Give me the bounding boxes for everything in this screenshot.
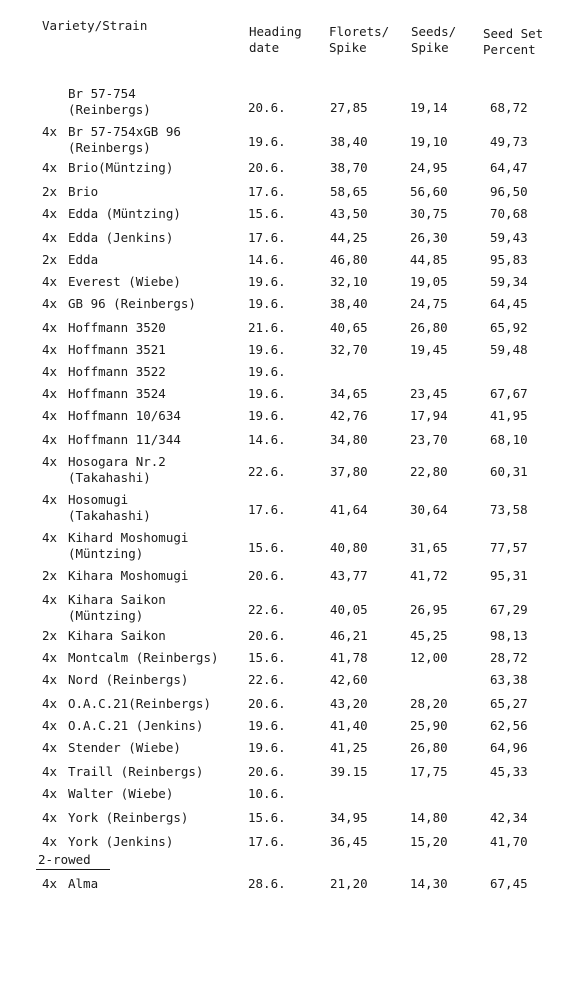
row-name: Alma	[68, 876, 99, 891]
row-name: Br 57-754	[68, 86, 136, 101]
row-seeds: 26,80	[410, 740, 448, 755]
row-name: Kihara Moshomugi	[68, 568, 189, 583]
header-variety: Variety/Strain	[42, 18, 148, 33]
row-ploidy: 4x	[42, 230, 58, 245]
row-florets: 42,60	[330, 672, 368, 687]
row-florets: 34,95	[330, 810, 368, 825]
row-seeds: 12,00	[410, 650, 448, 665]
row-date: 22.6.	[248, 464, 286, 479]
row-ploidy: 4x	[42, 432, 58, 447]
row-date: 19.6.	[248, 408, 286, 423]
row-seeds: 30,64	[410, 502, 448, 517]
row-ploidy: 2x	[42, 628, 58, 643]
row-date: 21.6.	[248, 320, 286, 335]
row-percent: 42,34	[490, 810, 528, 825]
table-row	[0, 628, 574, 648]
row-seeds: 19,05	[410, 274, 448, 289]
row-name-line2: (Müntzing)	[68, 608, 144, 623]
row-seeds: 28,20	[410, 696, 448, 711]
row-name-line2: (Reinbergs)	[68, 102, 151, 117]
header-heading-date: Heading date	[249, 24, 302, 55]
row-ploidy: 4x	[42, 492, 58, 507]
table-row	[0, 408, 574, 428]
row-percent: 65,92	[490, 320, 528, 335]
header-seeds-spike: Seeds/ Spike	[411, 24, 457, 55]
table-row	[0, 718, 574, 738]
row-seeds: 23,70	[410, 432, 448, 447]
row-percent: 77,57	[490, 540, 528, 555]
row-date: 20.6.	[248, 696, 286, 711]
row-florets: 34,80	[330, 432, 368, 447]
row-seeds: 31,65	[410, 540, 448, 555]
row-percent: 60,31	[490, 464, 528, 479]
row-seeds: 44,85	[410, 252, 448, 267]
row-ploidy: 4x	[42, 810, 58, 825]
row-name: Edda	[68, 252, 99, 267]
row-date: 10.6.	[248, 786, 286, 801]
row-seeds: 22,80	[410, 464, 448, 479]
row-florets: 38,40	[330, 296, 368, 311]
row-percent: 67,29	[490, 602, 528, 617]
row-percent: 62,56	[490, 718, 528, 733]
row-florets: 41,40	[330, 718, 368, 733]
row-date: 19.6.	[248, 364, 286, 379]
row-name: Brio	[68, 184, 99, 199]
table-row	[0, 834, 574, 854]
table-row	[0, 696, 574, 716]
row-name: Brio(Müntzing)	[68, 160, 174, 175]
row-date: 17.6.	[248, 184, 286, 199]
row-ploidy: 4x	[42, 364, 58, 379]
table-row	[0, 86, 574, 117]
row-ploidy: 4x	[42, 764, 58, 779]
row-percent: 41,70	[490, 834, 528, 849]
row-seeds: 26,30	[410, 230, 448, 245]
row-name: Hosomugi	[68, 492, 129, 507]
row-florets: 27,85	[330, 100, 368, 115]
row-date: 19.6.	[248, 740, 286, 755]
row-ploidy: 4x	[42, 408, 58, 423]
row-ploidy: 4x	[42, 206, 58, 221]
table-row	[0, 124, 574, 155]
row-ploidy: 2x	[42, 568, 58, 583]
row-ploidy: 2x	[42, 184, 58, 199]
row-florets: 46,80	[330, 252, 368, 267]
row-florets: 37,80	[330, 464, 368, 479]
row-percent: 68,10	[490, 432, 528, 447]
row-name: Edda (Müntzing)	[68, 206, 181, 221]
row-date: 15.6.	[248, 810, 286, 825]
row-ploidy: 4x	[42, 876, 58, 891]
row-seeds: 19,10	[410, 134, 448, 149]
table-row	[0, 650, 574, 670]
row-ploidy: 4x	[42, 124, 58, 139]
row-date: 14.6.	[248, 252, 286, 267]
row-seeds: 45,25	[410, 628, 448, 643]
row-percent: 64,47	[490, 160, 528, 175]
table-row	[0, 206, 574, 226]
row-name: Kihara Saikon	[68, 628, 166, 643]
table-row	[0, 432, 574, 452]
row-ploidy: 4x	[42, 296, 58, 311]
row-name: Hoffmann 3524	[68, 386, 166, 401]
row-seeds: 14,80	[410, 810, 448, 825]
row-date: 20.6.	[248, 628, 286, 643]
table-row-last	[0, 876, 574, 896]
row-florets: 32,70	[330, 342, 368, 357]
table-row	[0, 568, 574, 588]
row-ploidy: 4x	[42, 342, 58, 357]
row-florets: 34,65	[330, 386, 368, 401]
row-date: 17.6.	[248, 230, 286, 245]
row-name: Hoffmann 3520	[68, 320, 166, 335]
row-percent: 95,31	[490, 568, 528, 583]
row-percent: 67,67	[490, 386, 528, 401]
row-florets: 43,77	[330, 568, 368, 583]
table-row	[0, 184, 574, 204]
table-row	[0, 786, 574, 806]
table-row	[0, 492, 574, 523]
row-date: 20.6.	[248, 100, 286, 115]
row-ploidy: 4x	[42, 274, 58, 289]
header-florets-spike: Florets/ Spike	[329, 24, 390, 55]
row-ploidy: 4x	[42, 454, 58, 469]
row-seeds: 30,75	[410, 206, 448, 221]
row-ploidy: 4x	[42, 740, 58, 755]
row-name-line2: (Takahashi)	[68, 470, 151, 485]
row-percent: 96,50	[490, 184, 528, 199]
row-ploidy: 4x	[42, 786, 58, 801]
table-row	[0, 160, 574, 180]
row-seeds: 19,45	[410, 342, 448, 357]
row-percent: 41,95	[490, 408, 528, 423]
section-underline	[36, 869, 110, 870]
row-seeds: 26,95	[410, 602, 448, 617]
table-row	[0, 454, 574, 485]
table-row	[0, 764, 574, 784]
table-row	[0, 274, 574, 294]
row-florets: 41,78	[330, 650, 368, 665]
row-ploidy: 4x	[42, 592, 58, 607]
table-row	[0, 252, 574, 272]
row-florets: 21,20	[330, 876, 368, 891]
row-ploidy: 4x	[42, 672, 58, 687]
row-florets: 44,25	[330, 230, 368, 245]
row-ploidy: 4x	[42, 160, 58, 175]
row-name: Hoffmann 3521	[68, 342, 166, 357]
row-percent: 67,45	[490, 876, 528, 891]
row-name: GB 96 (Reinbergs)	[68, 296, 196, 311]
row-seeds: 17,75	[410, 764, 448, 779]
row-name: Nord (Reinbergs)	[68, 672, 189, 687]
row-florets: 39.15	[330, 764, 368, 779]
row-seeds: 15,20	[410, 834, 448, 849]
row-name: Br 57-754xGB 96	[68, 124, 181, 139]
row-florets: 41,25	[330, 740, 368, 755]
row-ploidy: 4x	[42, 320, 58, 335]
row-percent: 28,72	[490, 650, 528, 665]
row-ploidy: 4x	[42, 650, 58, 665]
row-date: 19.6.	[248, 386, 286, 401]
row-date: 19.6.	[248, 718, 286, 733]
table-row	[0, 230, 574, 250]
table-row	[0, 342, 574, 362]
row-ploidy: 4x	[42, 530, 58, 545]
row-seeds: 24,95	[410, 160, 448, 175]
row-percent: 98,13	[490, 628, 528, 643]
row-florets: 36,45	[330, 834, 368, 849]
table-row	[0, 530, 574, 561]
row-name-line2: (Müntzing)	[68, 546, 144, 561]
table-row	[0, 672, 574, 692]
section-label: 2-rowed	[38, 852, 91, 867]
row-percent: 95,83	[490, 252, 528, 267]
row-name: Traill (Reinbergs)	[68, 764, 204, 779]
row-percent: 64,45	[490, 296, 528, 311]
row-florets: 40,05	[330, 602, 368, 617]
row-seeds: 14,30	[410, 876, 448, 891]
row-ploidy: 4x	[42, 834, 58, 849]
row-date: 22.6.	[248, 602, 286, 617]
row-date: 19.6.	[248, 274, 286, 289]
row-date: 14.6.	[248, 432, 286, 447]
row-seeds: 26,80	[410, 320, 448, 335]
row-name: Hoffmann 10/634	[68, 408, 181, 423]
header-seed-set-percent: Seed Set Percent	[483, 26, 544, 57]
row-ploidy: 4x	[42, 718, 58, 733]
row-florets: 41,64	[330, 502, 368, 517]
row-date: 20.6.	[248, 764, 286, 779]
row-name: Hoffmann 3522	[68, 364, 166, 379]
row-percent: 59,34	[490, 274, 528, 289]
row-florets: 43,50	[330, 206, 368, 221]
row-seeds: 56,60	[410, 184, 448, 199]
row-percent: 65,27	[490, 696, 528, 711]
row-date: 19.6.	[248, 342, 286, 357]
row-percent: 70,68	[490, 206, 528, 221]
row-name: York (Reinbergs)	[68, 810, 189, 825]
row-name: Edda (Jenkins)	[68, 230, 174, 245]
row-florets: 40,65	[330, 320, 368, 335]
row-ploidy: 4x	[42, 386, 58, 401]
row-seeds: 23,45	[410, 386, 448, 401]
row-florets: 42,76	[330, 408, 368, 423]
row-date: 20.6.	[248, 160, 286, 175]
row-name: Walter (Wiebe)	[68, 786, 174, 801]
row-date: 20.6.	[248, 568, 286, 583]
row-name-line2: (Takahashi)	[68, 508, 151, 523]
table-row	[0, 364, 574, 384]
row-name: Kihard Moshomugi	[68, 530, 189, 545]
row-name: Hoffmann 11/344	[68, 432, 181, 447]
row-date: 15.6.	[248, 206, 286, 221]
row-name: Stender (Wiebe)	[68, 740, 181, 755]
row-date: 17.6.	[248, 502, 286, 517]
table-row	[0, 810, 574, 830]
row-percent: 45,33	[490, 764, 528, 779]
row-ploidy: 2x	[42, 252, 58, 267]
row-date: 19.6.	[248, 134, 286, 149]
row-name: Montcalm (Reinbergs)	[68, 650, 219, 665]
row-percent: 64,96	[490, 740, 528, 755]
row-florets: 46,21	[330, 628, 368, 643]
row-florets: 43,20	[330, 696, 368, 711]
row-percent: 59,43	[490, 230, 528, 245]
row-florets: 40,80	[330, 540, 368, 555]
row-percent: 73,58	[490, 502, 528, 517]
row-name: Everest (Wiebe)	[68, 274, 181, 289]
row-percent: 68,72	[490, 100, 528, 115]
row-name-line2: (Reinbergs)	[68, 140, 151, 155]
table-row	[0, 296, 574, 316]
table-row	[0, 740, 574, 760]
table-row	[0, 320, 574, 340]
row-percent: 63,38	[490, 672, 528, 687]
row-seeds: 19,14	[410, 100, 448, 115]
row-florets: 38,40	[330, 134, 368, 149]
row-date: 19.6.	[248, 296, 286, 311]
row-ploidy: 4x	[42, 696, 58, 711]
row-name: O.A.C.21(Reinbergs)	[68, 696, 211, 711]
row-name: Hosogara Nr.2	[68, 454, 166, 469]
row-percent: 49,73	[490, 134, 528, 149]
row-name: York (Jenkins)	[68, 834, 174, 849]
row-percent: 59,48	[490, 342, 528, 357]
row-seeds: 41,72	[410, 568, 448, 583]
row-name: O.A.C.21 (Jenkins)	[68, 718, 204, 733]
row-date: 17.6.	[248, 834, 286, 849]
table-row	[0, 386, 574, 406]
row-name: Kihara Saikon	[68, 592, 166, 607]
row-seeds: 17,94	[410, 408, 448, 423]
row-date: 28.6.	[248, 876, 286, 891]
row-florets: 38,70	[330, 160, 368, 175]
row-florets: 58,65	[330, 184, 368, 199]
row-date: 22.6.	[248, 672, 286, 687]
table-row	[0, 592, 574, 623]
row-seeds: 24,75	[410, 296, 448, 311]
row-florets: 32,10	[330, 274, 368, 289]
row-seeds: 25,90	[410, 718, 448, 733]
row-date: 15.6.	[248, 540, 286, 555]
row-date: 15.6.	[248, 650, 286, 665]
